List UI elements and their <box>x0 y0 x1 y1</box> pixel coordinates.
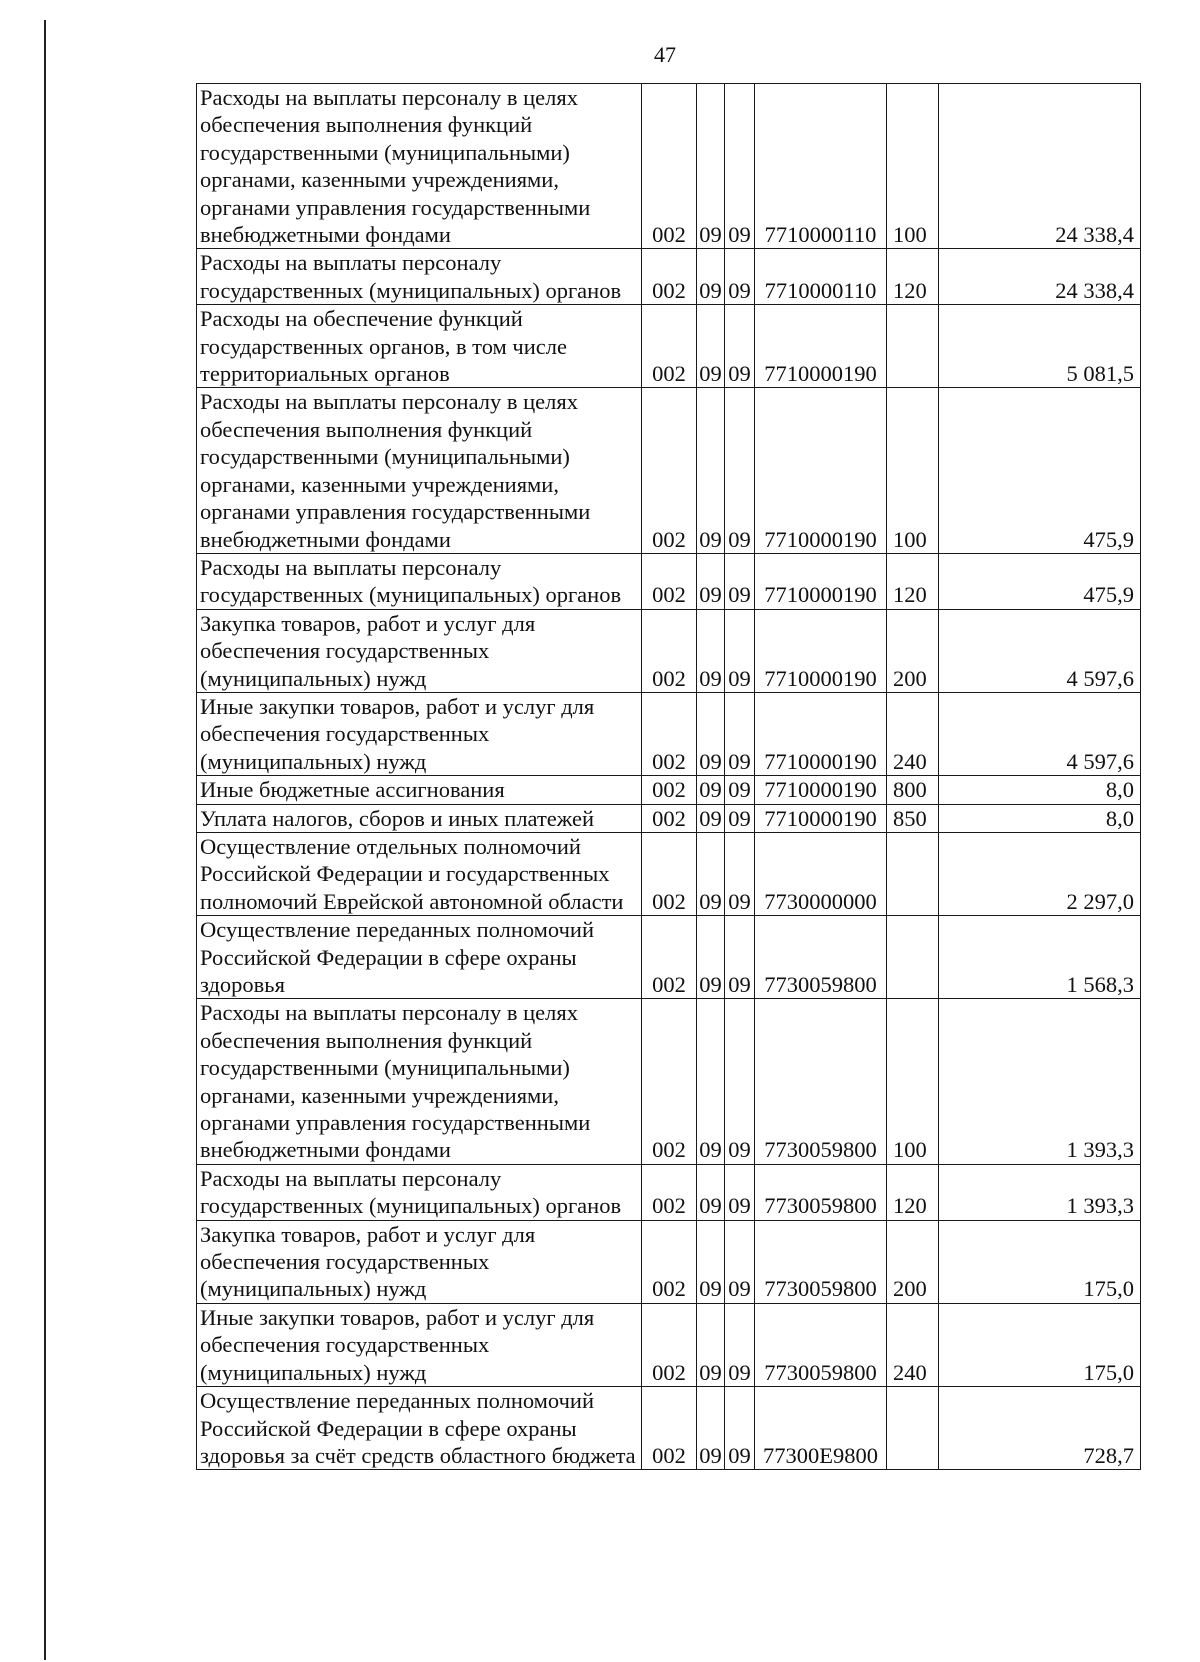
expense-name-cell: Осуществление переданных полномочий Российской Федерации в сфере охраны здоровья <box>197 916 642 999</box>
section-code-cell: 09 <box>697 553 725 609</box>
amount-cell: 8,0 <box>939 804 1141 832</box>
table-row <box>197 776 1141 804</box>
expense-type-cell: 100 <box>887 84 939 249</box>
subsection-code-cell: 09 <box>725 388 755 553</box>
subsection-code-cell: 09 <box>725 1164 755 1220</box>
expense-type-cell: 120 <box>887 553 939 609</box>
subsection-code-cell: 09 <box>725 249 755 305</box>
expense-name-cell: Расходы на выплаты персоналу государственных (муниципальных) органов <box>197 1164 642 1220</box>
table-row <box>197 1164 1141 1220</box>
subsection-code-cell: 09 <box>725 999 755 1164</box>
expense-name-cell: Иные закупки товаров, работ и услуг для обеспечения государственных (муниципальных) нужд <box>197 1303 642 1386</box>
ministry-code-cell: 002 <box>642 84 697 249</box>
ministry-code-cell: 002 <box>642 916 697 999</box>
amount-cell: 2 297,0 <box>939 832 1141 915</box>
section-code-cell: 09 <box>697 84 725 249</box>
expense-name-cell: Закупка товаров, работ и услуг для обеспечения государственных (муниципальных) нужд <box>197 1220 642 1303</box>
section-code-cell: 09 <box>697 1164 725 1220</box>
section-code-cell: 09 <box>697 609 725 692</box>
table-row <box>197 1387 1141 1470</box>
section-code-cell: 09 <box>697 305 725 388</box>
section-code-cell: 09 <box>697 249 725 305</box>
subsection-code-cell: 09 <box>725 1303 755 1386</box>
ministry-code-cell: 002 <box>642 692 697 775</box>
expense-type-cell: 200 <box>887 609 939 692</box>
expense-type-cell <box>887 305 939 388</box>
ministry-code-cell: 002 <box>642 776 697 804</box>
expense-type-cell: 200 <box>887 1220 939 1303</box>
budget-table-body <box>197 84 1141 1470</box>
target-code-cell: 7730059800 <box>755 1220 887 1303</box>
section-code-cell: 09 <box>697 388 725 553</box>
amount-cell: 1 393,3 <box>939 1164 1141 1220</box>
table-row <box>197 388 1141 553</box>
expense-name-cell: Расходы на выплаты персоналу в целях обеспечения выполнения функций государственными (муниципальными) органами, казенными учреждениями, органами управления государственными внебюджетными фондами <box>197 84 642 249</box>
section-code-cell: 09 <box>697 692 725 775</box>
target-code-cell: 7730059800 <box>755 1303 887 1386</box>
ministry-code-cell: 002 <box>642 1387 697 1470</box>
subsection-code-cell: 09 <box>725 916 755 999</box>
expense-type-cell: 120 <box>887 1164 939 1220</box>
subsection-code-cell: 09 <box>725 84 755 249</box>
table-row <box>197 1220 1141 1303</box>
ministry-code-cell: 002 <box>642 1303 697 1386</box>
section-code-cell: 09 <box>697 1387 725 1470</box>
subsection-code-cell: 09 <box>725 1220 755 1303</box>
subsection-code-cell: 09 <box>725 305 755 388</box>
section-code-cell: 09 <box>697 1303 725 1386</box>
target-code-cell: 7710000190 <box>755 388 887 553</box>
table-row <box>197 84 1141 249</box>
section-code-cell: 09 <box>697 1220 725 1303</box>
expense-name-cell: Расходы на выплаты персоналу государственных (муниципальных) органов <box>197 249 642 305</box>
target-code-cell: 7730059800 <box>755 916 887 999</box>
section-code-cell: 09 <box>697 804 725 832</box>
subsection-code-cell: 09 <box>725 776 755 804</box>
ministry-code-cell: 002 <box>642 832 697 915</box>
expense-type-cell: 100 <box>887 388 939 553</box>
expense-name-cell: Иные бюджетные ассигнования <box>197 776 642 804</box>
amount-cell: 1 568,3 <box>939 916 1141 999</box>
left-margin-line <box>44 20 46 1660</box>
target-code-cell: 7710000190 <box>755 305 887 388</box>
target-code-cell: 7730000000 <box>755 832 887 915</box>
target-code-cell: 7710000110 <box>755 249 887 305</box>
ministry-code-cell: 002 <box>642 609 697 692</box>
ministry-code-cell: 002 <box>642 553 697 609</box>
ministry-code-cell: 002 <box>642 388 697 553</box>
ministry-code-cell: 002 <box>642 1164 697 1220</box>
expense-name-cell: Расходы на выплаты персоналу в целях обеспечения выполнения функций государственными (муниципальными) органами, казенными учреждениями, органами управления государственными внебюджетными фондами <box>197 388 642 553</box>
expense-name-cell: Иные закупки товаров, работ и услуг для обеспечения государственных (муниципальных) нужд <box>197 692 642 775</box>
expense-type-cell <box>887 1387 939 1470</box>
expense-name-cell: Закупка товаров, работ и услуг для обеспечения государственных (муниципальных) нужд <box>197 609 642 692</box>
subsection-code-cell: 09 <box>725 804 755 832</box>
ministry-code-cell: 002 <box>642 804 697 832</box>
expense-type-cell: 120 <box>887 249 939 305</box>
expense-type-cell: 800 <box>887 776 939 804</box>
expense-type-cell <box>887 916 939 999</box>
section-code-cell: 09 <box>697 776 725 804</box>
expense-type-cell: 240 <box>887 1303 939 1386</box>
table-row <box>197 249 1141 305</box>
table-row <box>197 1303 1141 1386</box>
amount-cell: 175,0 <box>939 1220 1141 1303</box>
page-number: 47 <box>654 42 676 67</box>
target-code-cell: 7710000110 <box>755 84 887 249</box>
target-code-cell: 77300Е9800 <box>755 1387 887 1470</box>
amount-cell: 8,0 <box>939 776 1141 804</box>
subsection-code-cell: 09 <box>725 1387 755 1470</box>
expense-type-cell: 850 <box>887 804 939 832</box>
expense-name-cell: Осуществление отдельных полномочий Российской Федерации и государственных полномочий Еврейской автономной области <box>197 832 642 915</box>
expense-name-cell: Расходы на выплаты персоналу в целях обеспечения выполнения функций государственными (муниципальными) органами, казенными учреждениями, органами управления государственными внебюджетными фондами <box>197 999 642 1164</box>
amount-cell: 4 597,6 <box>939 692 1141 775</box>
section-code-cell: 09 <box>697 832 725 915</box>
table-row <box>197 804 1141 832</box>
expense-name-cell: Расходы на выплаты персоналу государственных (муниципальных) органов <box>197 553 642 609</box>
expense-type-cell: 240 <box>887 692 939 775</box>
table-row <box>197 832 1141 915</box>
amount-cell: 24 338,4 <box>939 249 1141 305</box>
target-code-cell: 7710000190 <box>755 776 887 804</box>
amount-cell: 1 393,3 <box>939 999 1141 1164</box>
ministry-code-cell: 002 <box>642 249 697 305</box>
expense-name-cell: Осуществление переданных полномочий Российской Федерации в сфере охраны здоровья за счёт средств областного бюджета <box>197 1387 642 1470</box>
target-code-cell: 7730059800 <box>755 1164 887 1220</box>
expense-type-cell <box>887 832 939 915</box>
subsection-code-cell: 09 <box>725 832 755 915</box>
table-row <box>197 692 1141 775</box>
amount-cell: 175,0 <box>939 1303 1141 1386</box>
subsection-code-cell: 09 <box>725 609 755 692</box>
budget-table <box>196 83 1141 1470</box>
expense-name-cell: Расходы на обеспечение функций государственных органов, в том числе территориальных органов <box>197 305 642 388</box>
expense-name-cell: Уплата налогов, сборов и иных платежей <box>197 804 642 832</box>
amount-cell: 475,9 <box>939 388 1141 553</box>
table-row <box>197 916 1141 999</box>
amount-cell: 475,9 <box>939 553 1141 609</box>
table-row <box>197 999 1141 1164</box>
subsection-code-cell: 09 <box>725 692 755 775</box>
subsection-code-cell: 09 <box>725 553 755 609</box>
target-code-cell: 7730059800 <box>755 999 887 1164</box>
table-row <box>197 305 1141 388</box>
target-code-cell: 7710000190 <box>755 553 887 609</box>
ministry-code-cell: 002 <box>642 999 697 1164</box>
amount-cell: 4 597,6 <box>939 609 1141 692</box>
section-code-cell: 09 <box>697 916 725 999</box>
amount-cell: 728,7 <box>939 1387 1141 1470</box>
ministry-code-cell: 002 <box>642 305 697 388</box>
table-row <box>197 609 1141 692</box>
amount-cell: 5 081,5 <box>939 305 1141 388</box>
target-code-cell: 7710000190 <box>755 692 887 775</box>
section-code-cell: 09 <box>697 999 725 1164</box>
ministry-code-cell: 002 <box>642 1220 697 1303</box>
expense-type-cell: 100 <box>887 999 939 1164</box>
target-code-cell: 7710000190 <box>755 609 887 692</box>
table-row <box>197 553 1141 609</box>
amount-cell: 24 338,4 <box>939 84 1141 249</box>
target-code-cell: 7710000190 <box>755 804 887 832</box>
